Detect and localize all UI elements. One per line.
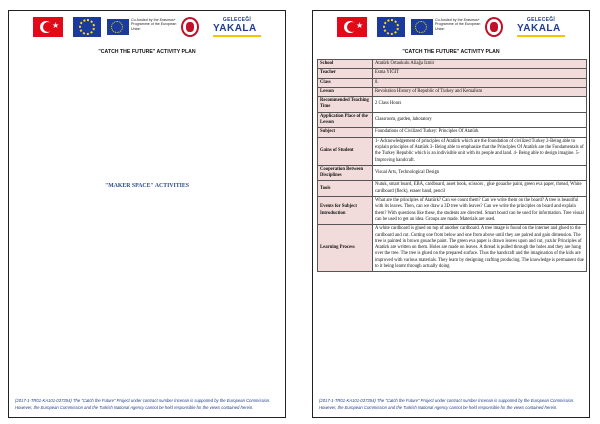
school-seal-icon <box>485 17 503 37</box>
row-value: What are the principles of Atatürk? Can we count them? Can we write them on the board? A tree is beautiful with its leaves. Then, can we draw a 3D tree with leaves? Can we write the principles on board and explain them? With questions like these, the students are directed. Smart board can be used for information. Tree visual can be used to get an idea. Groups are made. Materials are used. <box>373 197 587 225</box>
yakala-word-text: YAKALA <box>517 23 565 37</box>
footer-disclaimer: (2017-1-TR01-KA101-037354) The "Catch the Future" Project under contract number İncenan is supported by the European Commission. However, the European Commission and the Turkish National Agency cannot be held responsible for the views contained herein. <box>15 398 271 410</box>
row-label: Class <box>318 78 373 87</box>
eu-flag-icon <box>377 17 405 37</box>
row-value: Atatürk Ortaokulu Aliağa İzmir <box>373 60 587 69</box>
row-label: School <box>318 60 373 69</box>
row-value: Nutuk, smart board, EBA, cardboard, asset book, scissors , glue gouache paint, green eva paper, thread, White cardboard (fleck), eraser band, pencil <box>373 181 587 197</box>
cofund-text: Co-funded by the Erasmus+ Programme of the European Union <box>131 18 177 31</box>
row-label: Teacher <box>318 69 373 78</box>
left-page <box>8 10 286 418</box>
gelecegi-yakala-logo <box>515 17 567 39</box>
row-label: Subject <box>318 128 373 137</box>
row-label: Learning Process <box>318 225 373 272</box>
row-value: A white cardboard is glued on top of another cardboard. A tree image is found on the internet and glued to the cardboard and cut. Cutting one from below and one from above until they are paired and gain dimension. The tree is painted in brown gouache paint. The green eva paper is drawn leaves upon and cut, yazılır Principles of Atatürk are written on them. Holes are made on leaves. A thread is pulled through the holes and they are hung over the tree. The tree is glued on the prepared surface. Thus the handcraft and the imagination of the kids are improved with various materials. They learn by designing crafting producing. The knowledge is permanent due to it being learnt through actually doing <box>373 225 587 272</box>
activity-plan-table <box>317 59 587 272</box>
plan-title: "CATCH THE FUTURE" ACTIVITY PLAN <box>402 49 500 55</box>
right-page <box>312 10 590 418</box>
row-label: Cooperation Between Disciplines <box>318 165 373 181</box>
logo-strip <box>337 17 567 45</box>
erasmus-flag-icon <box>411 19 433 35</box>
gelecegi-yakala-logo <box>211 17 263 39</box>
table-row <box>318 165 587 181</box>
row-label: Gains of Student <box>318 137 373 165</box>
row-value: Revolution History of Republic of Turkey and Kemalism <box>373 87 587 96</box>
footer-disclaimer: (2017-1-TR01-KA101-037354) The "Catch the Future" Project under contract number İncenan is supported by the European Commission. However, the European Commission and the Turkish National Agency cannot be held responsible for the views contained herein. <box>319 398 575 410</box>
row-label: Application Place of the Lesson <box>318 112 373 128</box>
row-value: 1- Acknowledgement of principles of Atatürk which are the foundation of civilized Turkey 2-Being able to explain principles of Atatürk 3- Being able to emphasize that the Principles Of Atatürk are the Fundamentals of the Turkey Republic which is an indivisible unit with its people and land. 4- Being able to design imagine. 5- Improving handcraft. <box>373 137 587 165</box>
row-label: Events for Subject Introduction <box>318 197 373 225</box>
table-row <box>318 78 587 87</box>
plan-title: "CATCH THE FUTURE" ACTIVITY PLAN <box>98 49 196 55</box>
yakala-word-text: YAKALA <box>213 23 261 37</box>
turkey-flag-icon: ★ <box>33 17 63 37</box>
table-row <box>318 97 587 113</box>
erasmus-flag-icon <box>107 19 129 35</box>
school-seal-icon <box>181 17 199 37</box>
table-row <box>318 137 587 165</box>
yakala-top-text: GELECEĞİ <box>526 17 556 23</box>
row-value: Visual Arts, Technological Design <box>373 165 587 181</box>
table-row <box>318 197 587 225</box>
maker-space-heading: "MAKER SPACE" ACTIVITIES <box>105 183 189 189</box>
row-value: 2 Class Hours <box>373 97 587 113</box>
row-label: Tools <box>318 181 373 197</box>
row-value: Classroom, garden, laboratory <box>373 112 587 128</box>
row-label: Lesson <box>318 87 373 96</box>
cofund-text: Co-funded by the Erasmus+ Programme of the European Union <box>435 18 481 31</box>
yakala-top-text: GELECEĞİ <box>222 17 252 23</box>
table-row <box>318 87 587 96</box>
table-row <box>318 181 587 197</box>
table-row <box>318 69 587 78</box>
table-row <box>318 128 587 137</box>
table-row <box>318 225 587 272</box>
row-value: Foundations of Civilized Turkey: Principles Of Atatürk <box>373 128 587 137</box>
row-value: Esma YİĞİT <box>373 69 587 78</box>
eu-flag-icon <box>73 17 101 37</box>
turkey-flag-icon: ★ <box>337 17 367 37</box>
logo-strip <box>33 17 263 45</box>
row-label: Recommended Teaching Time <box>318 97 373 113</box>
table-row <box>318 60 587 69</box>
row-value: 8. <box>373 78 587 87</box>
table-row <box>318 112 587 128</box>
